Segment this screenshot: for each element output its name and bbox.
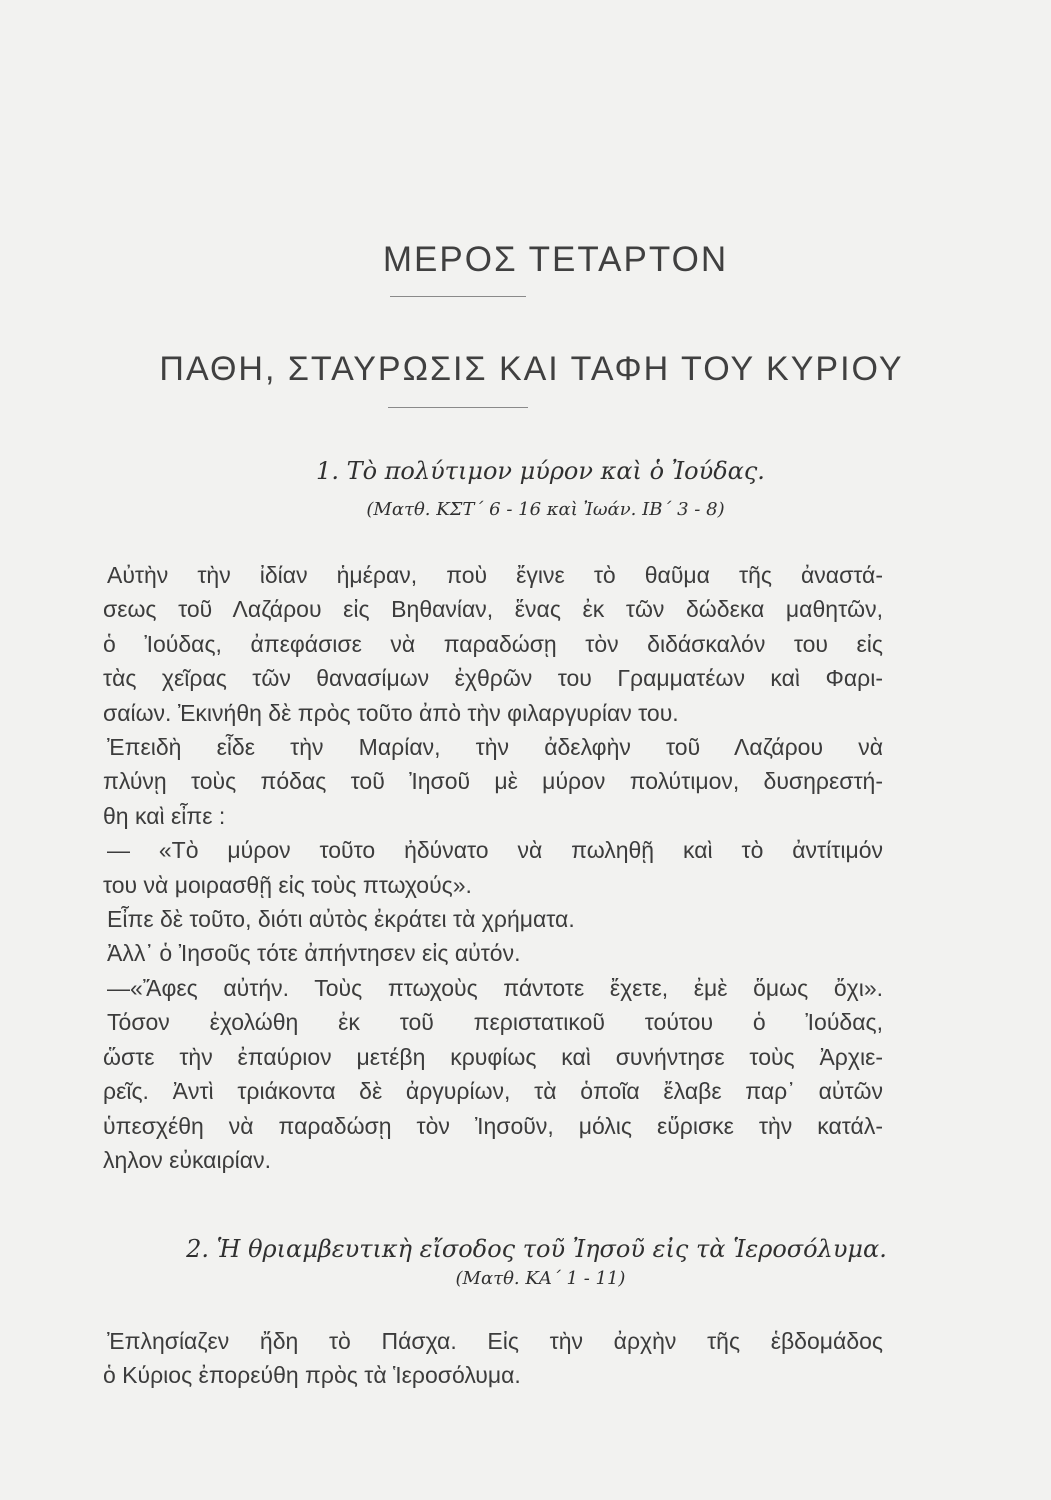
- section-2-reference: (Ματθ. ΚΑ΄ 1 - 11): [455, 1268, 626, 1289]
- text-line: ληλον εὐκαιρίαν.: [103, 1146, 271, 1173]
- section-1-title: 1. Τὸ πολύτιμον μύρον καὶ ὁ Ἰούδας.: [316, 457, 765, 485]
- section-1-body: [103, 558, 883, 1177]
- section-2-title: 2. Ἡ θριαμβευτικὴ εἴσοδος τοῦ Ἰησοῦ εἰς τὰ Ἱεροσόλυμα.: [186, 1235, 887, 1263]
- text-line: ὑπεσχέθη νὰ παραδώσῃ τὸν Ἰησοῦν, μόλις εὕρισκε τὴν κατάλ-: [103, 1112, 883, 1139]
- chapter-title: ΠΑΘΗ, ΣΤΑΥΡΩΣΙΣ ΚΑΙ ΤΑΦΗ ΤΟΥ ΚΥΡΙΟΥ: [159, 350, 904, 388]
- text-line: Ἐπλησίαζεν ἤδη τὸ Πάσχα. Εἰς τὴν ἀρχὴν τῆς ἑβδομάδος: [107, 1328, 883, 1354]
- text-line: ρεῖς. Ἀντὶ τριάκοντα δὲ ἀργυρίων, τὰ ὁποῖα ἔλαβε παρ᾽ αὐτῶν: [103, 1078, 883, 1105]
- section-2-body: [103, 1324, 883, 1393]
- text-line: σεως τοῦ Λαζάρου εἰς Βηθανίαν, ἕνας ἐκ τῶν δώδεκα μαθητῶν,: [103, 596, 883, 623]
- text-line: ὁ Ἰούδας, ἀπεφάσισε νὰ παραδώσῃ τὸν διδάσκαλόν του εἰς: [103, 630, 883, 657]
- text-line: — «Τὸ μύρον τοῦτο ἠδύνατο νὰ πωληθῇ καὶ τὸ ἀντίτιμόν: [107, 837, 883, 864]
- divider-rule: [390, 296, 526, 297]
- text-line: σαίων. Ἐκινήθη δὲ πρὸς τοῦτο ἀπὸ τὴν φιλαργυρίαν του.: [103, 699, 679, 726]
- text-line: ὁ Κύριος ἐπορεύθη πρὸς τὰ Ἱεροσόλυμα.: [103, 1362, 521, 1389]
- text-line: Ἐπειδὴ εἶδε τὴν Μαρίαν, τὴν ἀδελφὴν τοῦ Λαζάρου νὰ: [107, 734, 883, 761]
- divider-rule: [388, 407, 528, 408]
- section-1-reference: (Ματθ. ΚΣΤ΄ 6 - 16 καὶ Ἰωάν. ΙΒ΄ 3 - 8): [366, 499, 725, 520]
- text-line: Εἶπε δὲ τοῦτο, διότι αὐτὸς ἐκράτει τὰ χρήματα.: [107, 906, 575, 933]
- text-line: πλύνῃ τοὺς πόδας τοῦ Ἰησοῦ μὲ μύρον πολύτιμον, δυσηρεστή-: [103, 768, 883, 795]
- part-title: ΜΕΡΟΣ ΤΕΤΑΡΤΟΝ: [382, 240, 729, 279]
- text-line: —«Ἄφες αὐτήν. Τοὺς πτωχοὺς πάντοτε ἔχετε, ἐμὲ ὅμως ὄχι».: [107, 974, 883, 1001]
- text-line: τὰς χεῖρας τῶν θανασίμων ἐχθρῶν του Γραμματέων καὶ Φαρι-: [103, 665, 883, 692]
- text-line: Ἀλλ᾽ ὁ Ἰησοῦς τότε ἀπήντησεν εἰς αὐτόν.: [107, 940, 521, 967]
- text-line: θη καὶ εἶπε :: [103, 802, 226, 829]
- text-line: Αὐτὴν τὴν ἰδίαν ἡμέραν, ποὺ ἔγινε τὸ θαῦμα τῆς ἀναστά-: [107, 562, 883, 588]
- text-line: ὥστε τὴν ἐπαύριον μετέβη κρυφίως καὶ συνήντησε τοὺς Ἀρχιε-: [103, 1043, 883, 1070]
- text-line: Τόσον ἐχολώθη ἐκ τοῦ περιστατικοῦ τούτου ὁ Ἰούδας,: [107, 1009, 883, 1036]
- text-line: του νὰ μοιρασθῇ εἰς τοὺς πτωχούς».: [103, 871, 472, 898]
